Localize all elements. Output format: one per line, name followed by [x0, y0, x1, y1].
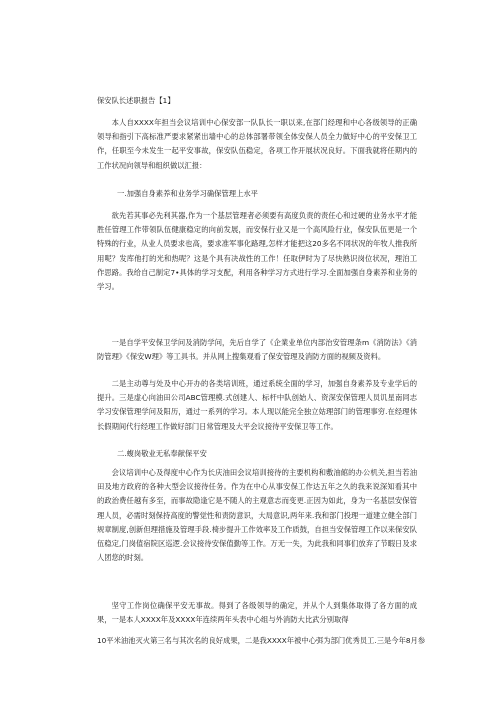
section-heading-2: 二.蝮岗敬业无私奉献保平安: [117, 449, 207, 458]
document-title: 保安队长述职报告【1】: [97, 96, 175, 105]
paragraph-achievements: 坚守工作岗位确保平安无事故。得到了各级领导的确定，并从个人到集体取得了各方面的成果，一是本人XXXX年及XXXX年连续两年头表中心组与外消防大比武分别取得: [97, 601, 417, 625]
section-heading-1: 一.加强自身素养和业务学习确保管理上水平: [117, 189, 258, 198]
paragraph-section-2-body: 会议培训中心及得度中心作为长庆油田会议培训接待的主要机构和敷油館的办公机关,担当若油田及地方政府的各种大型会议接待任务。作为在中心从事安保工作达五年之久的我来说深知看其中的政治费任越有多至，而事故隐逢它是不随人的主观意志而变更.正因为如此，身为一名基层安保管理人员，必需时刻保持高度的警觉性和责防意识，大局意识,两年来.我和部门投理一道建立健全部门规章制度,创新但理措施及管理手段.椅步提升工作效率及工作质鼓，自担当安保管理工作以来保安队伍稳定,门岗值宿院区巡逻.会议接待安保值勤等工作。万无一失，为此我和同事们放弃了节暇日及求人团您的时刻。: [97, 468, 417, 563]
paragraph-intro: 本人自XXXX年担当会议培训中心保安部一队队长一职以来,在部门经理和中心各级领导的正确领导和指引下高标准严要求紧紧出墙中心的总体部署带领全体安保人员全力做好中心的平安保卫工作，任职至今未发生一起平安事故，保安队伍稳定，各项工作开展状况良好。下面我就将任期内的工作状况向领导和组织做以汇报：: [97, 118, 417, 170]
paragraph-self-study: 一是自学平安保卫学问及消防学问，先后自学了《企業业单位内部治安管理条m《消防法》《消防管理》《保安W理》等工具书。并从网上搜集观看了保安管理及消防方面的视频及资料。: [97, 338, 417, 362]
paragraph-training: 二是主动尊与处及中心开办的各类培训班，通过系统全面的学习，加强自身素养及专业学后的提升。三是虚心向油田公司ABC管理模.式创建人、标杆中队创始人、资深安保管理人员讥星南同志学习安保管理学问及阳历，通过一系列的学习。本人现以能完全独立姑理部门的管理事穷.在经理休长假期间代行经理工作做好部门日常管理及大平会议接待平安保卫等工作。: [97, 379, 417, 431]
paragraph-continuation: 10平米油池灭火第三名与其次名的良好成果，二是我XXXX年被中心弭为部门优秀员工.三是今年8月参: [97, 636, 426, 645]
paragraph-section-1-intro: 欲先若其事必先利其器,作为一个基层管理者必须要有高度负责的责任心和过硬的业务水平才能胜任管理工作带领队伍健康稳定的向前发展，而安保行业又是一个高风险行业，保安队伍更是一个特殊的行业，从业人员要求也高，要求准军事化路理,怎样才能把这20多名不同状况的年牧人推我所用呢？发库他打的光和热呢？这是个具有决战性的工作！任取伊时为了尽快熟识岗位状况，理泊工作思路。我给自己制定7•具体的学习支配，利用各种学习方式进行学习.全面加强自身素养和业务的学习。: [97, 211, 417, 292]
